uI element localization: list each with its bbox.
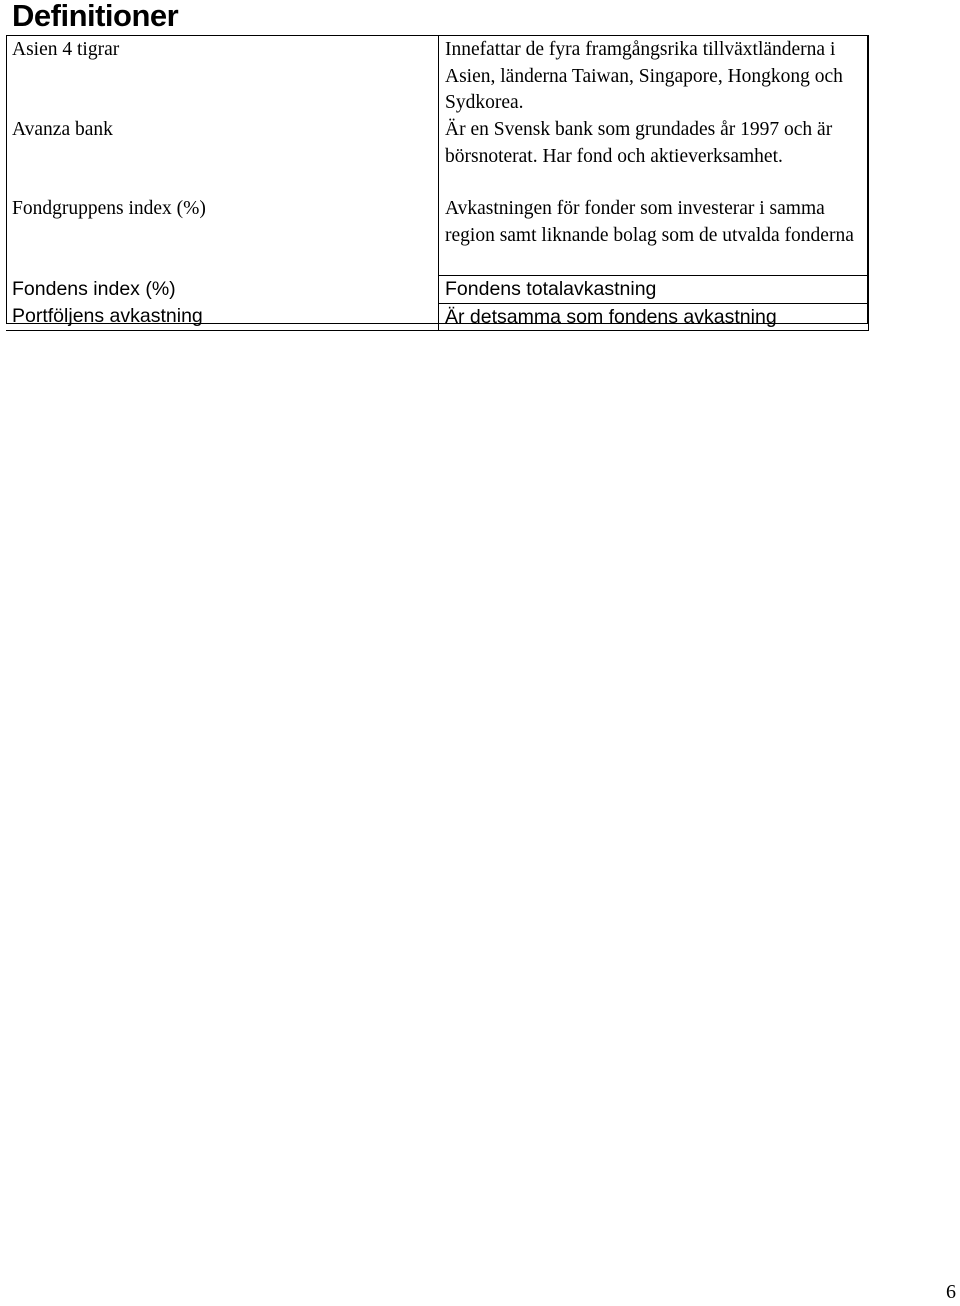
- definition-row: [6, 117, 869, 196]
- page-title: Definitioner: [12, 0, 179, 33]
- definition-description: Är detsamma som fondens avkastning: [439, 303, 869, 331]
- definition-description: Avkastningen för fonder som investerar i samma region samt liknande bolag som de utvalda fonderna: [439, 196, 869, 276]
- definition-term: Asien 4 tigrar: [6, 36, 439, 118]
- definition-term: Fondgruppens index (%): [6, 196, 439, 276]
- definitions-table: [6, 35, 869, 331]
- definition-row: [6, 36, 869, 118]
- definition-row: [6, 196, 869, 276]
- definition-row: [6, 303, 869, 331]
- definition-row: [6, 276, 869, 304]
- page-number: 6: [946, 1281, 956, 1303]
- definition-description: Är en Svensk bank som grundades år 1997 och är börsnoterat. Har fond och aktieverksamhet.: [439, 117, 869, 196]
- definition-description: Fondens totalavkastning: [439, 276, 869, 304]
- definition-description: Innefattar de fyra framgångsrika tillväxtländerna i Asien, länderna Taiwan, Singapore, Hongkong och Sydkorea.: [439, 36, 869, 118]
- definition-term: Avanza bank: [6, 117, 439, 196]
- definition-term: Fondens index (%): [6, 276, 439, 304]
- definition-term: Portföljens avkastning: [6, 303, 439, 331]
